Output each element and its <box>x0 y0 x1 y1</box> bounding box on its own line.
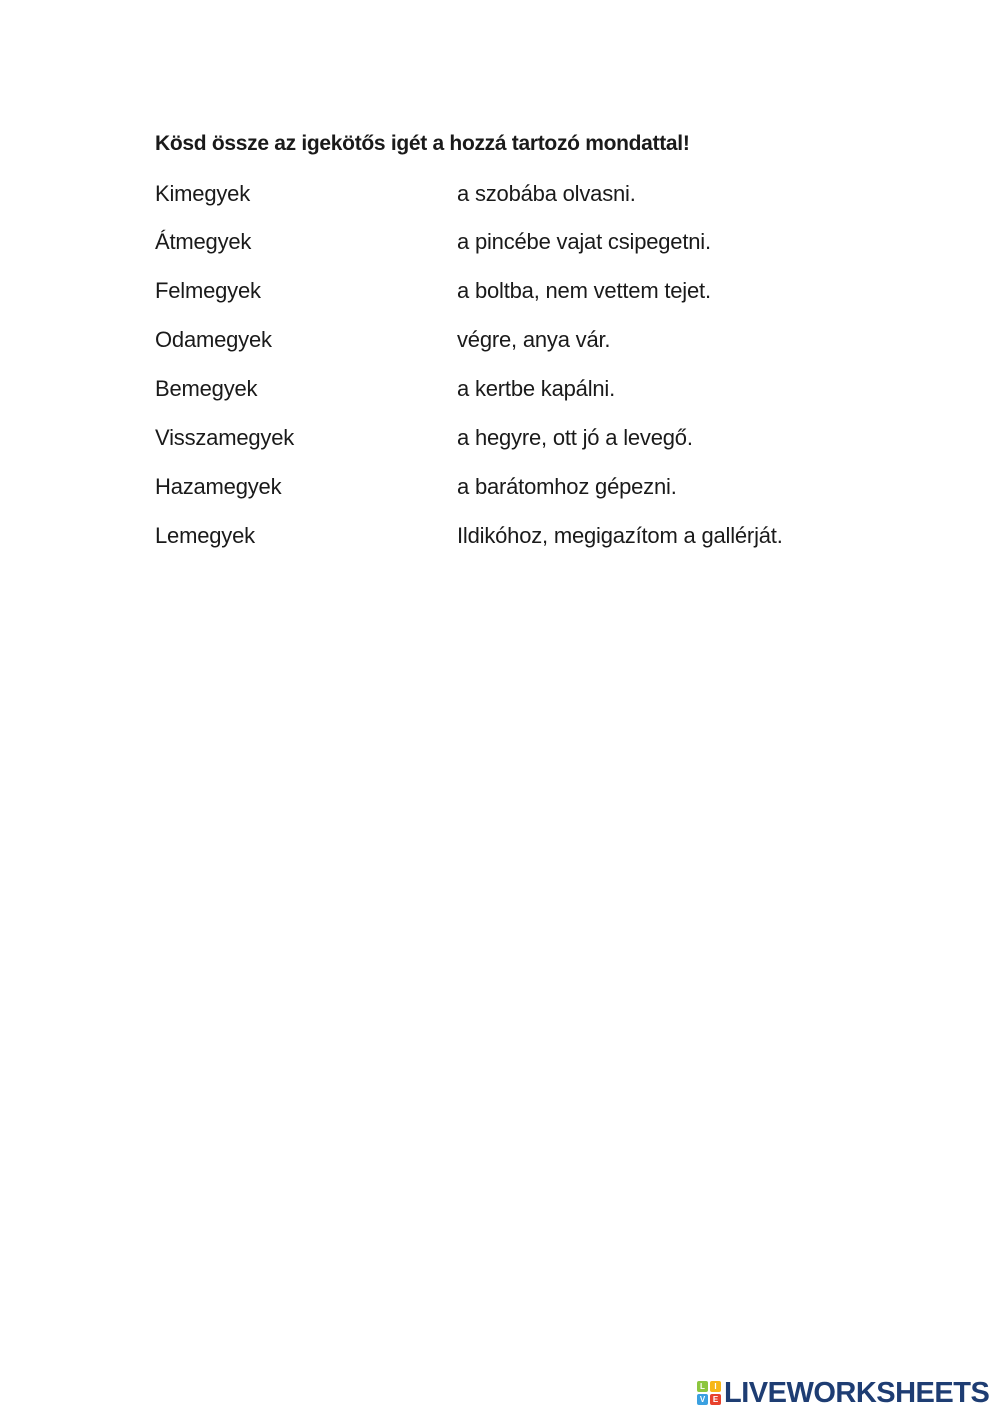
verb[interactable]: Bemegyek <box>155 376 258 401</box>
sentence[interactable]: végre, anya vár. <box>457 327 611 352</box>
logo-blocks-icon <box>697 1381 721 1405</box>
sentence[interactable]: a kertbe kapálni. <box>457 376 616 401</box>
sentence[interactable]: a hegyre, ott jó a levegő. <box>457 425 693 450</box>
logo-block: E <box>710 1394 721 1405</box>
verb[interactable]: Visszamegyek <box>155 425 295 450</box>
sentence[interactable]: a boltba, nem vettem tejet. <box>457 278 711 303</box>
verb[interactable]: Kimegyek <box>155 181 250 206</box>
logo-text: LIVEWORKSHEETS <box>724 1376 990 1409</box>
match-row <box>155 229 915 259</box>
sentence[interactable]: a pincébe vajat csipegetni. <box>457 229 711 254</box>
match-row <box>155 376 915 406</box>
verb[interactable]: Átmegyek <box>155 229 252 254</box>
match-row <box>155 425 915 455</box>
match-row <box>155 327 915 357</box>
logo-block: V <box>697 1394 708 1405</box>
logo-block: L <box>697 1381 708 1392</box>
liveworksheets-logo <box>697 1378 989 1408</box>
worksheet-instruction: Kösd össze az igekötős igét a hozzá tartozó mondattal! <box>155 132 690 155</box>
match-row <box>155 278 915 308</box>
match-row <box>155 523 915 553</box>
sentence[interactable]: a barátomhoz gépezni. <box>457 474 677 499</box>
verb[interactable]: Lemegyek <box>155 523 255 548</box>
verb[interactable]: Odamegyek <box>155 327 272 352</box>
verb[interactable]: Hazamegyek <box>155 474 282 499</box>
logo-block: I <box>710 1381 721 1392</box>
sentence[interactable]: Ildikóhoz, megigazítom a gallérját. <box>457 523 783 548</box>
sentence[interactable]: a szobába olvasni. <box>457 181 636 206</box>
verb[interactable]: Felmegyek <box>155 278 261 303</box>
match-row <box>155 474 915 504</box>
match-row <box>155 181 915 211</box>
